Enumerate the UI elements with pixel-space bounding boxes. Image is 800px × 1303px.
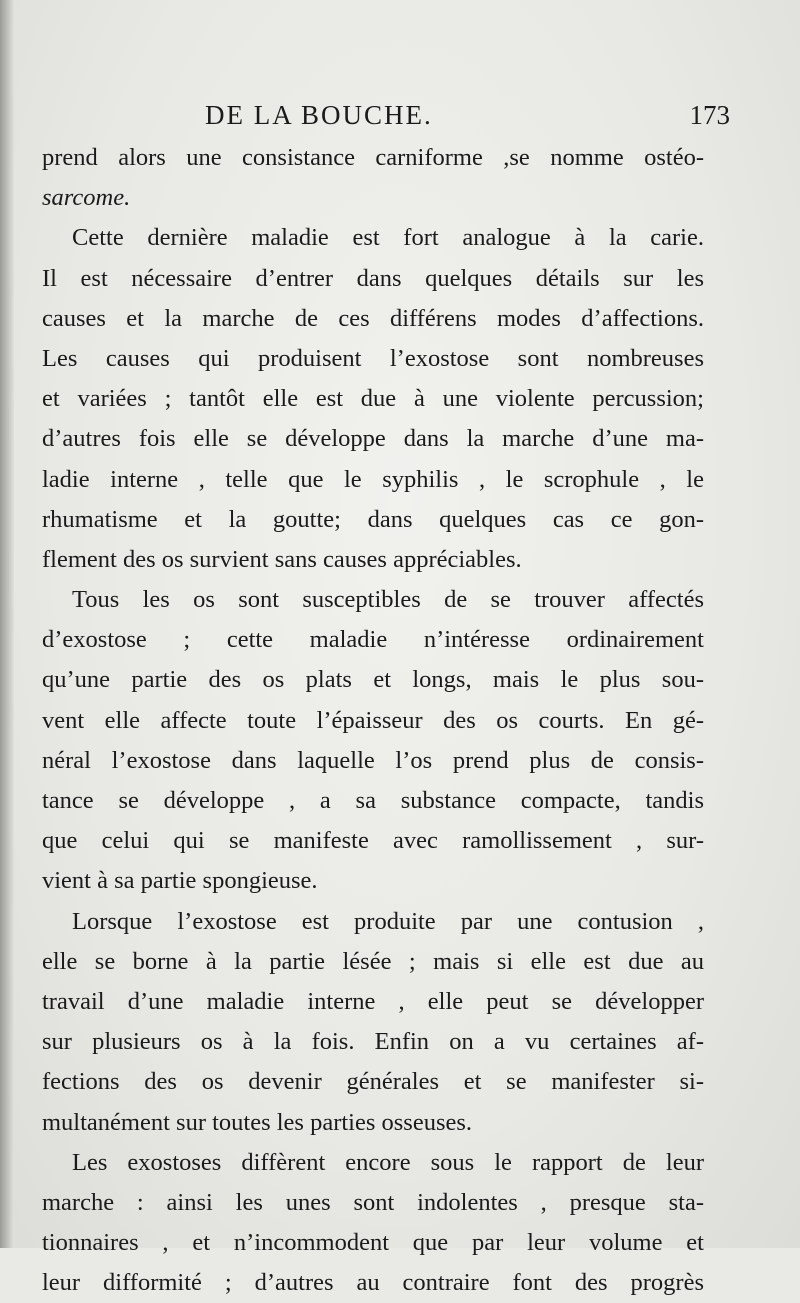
line-text: travail d’une maladie interne , elle peut se développer: [42, 987, 704, 1015]
line-text: sarcome.: [42, 184, 131, 212]
line-text: qu’une partie des os plats et longs, mais le plus sou-: [42, 666, 704, 694]
text-line-19: [42, 861, 704, 901]
line-text: rhumatisme et la goutte; dans quelques cas ce gon-: [42, 505, 704, 533]
text-line-2: [42, 178, 704, 218]
text-line-14: [42, 660, 704, 700]
text-line-6: [42, 339, 704, 379]
line-text: sur plusieurs os à la fois. Enfin on a vu certaines af-: [42, 1028, 704, 1056]
line-text: Lorsque l’exostose est produite par une contusion ,: [72, 907, 704, 935]
running-head-title: DE LA BOUCHE.: [205, 100, 433, 130]
text-line-17: [42, 781, 704, 821]
running-head: [40, 100, 730, 140]
text-line-11: [42, 540, 704, 580]
text-line-20: [42, 902, 704, 942]
line-text: et variées ; tantôt elle est due à une violente percussion;: [42, 385, 704, 413]
line-text: que celui qui se manifeste avec ramollissement , sur-: [42, 827, 704, 855]
line-text: elle se borne à la partie lésée ; mais si elle est due au: [42, 947, 704, 975]
text-line-28: [42, 1223, 704, 1263]
line-text: néral l’exostose dans laquelle l’os prend plus de consis-: [42, 746, 704, 774]
line-text: tionnaires , et n’incommodent que par leur volume et: [42, 1229, 704, 1257]
text-line-24: [42, 1062, 704, 1102]
line-text: d’exostose ; cette maladie n’intéresse ordinairement: [42, 626, 704, 654]
line-text: multanément sur toutes les parties osseuses.: [42, 1108, 473, 1136]
text-line-29: [42, 1263, 704, 1303]
text-line-13: [42, 620, 704, 660]
body-text: [42, 138, 704, 1303]
line-text: ladie interne , telle que le syphilis , le scrophule , le: [42, 465, 704, 493]
line-text: marche : ainsi les unes sont indolentes , presque sta-: [42, 1188, 704, 1216]
line-text: vient à sa partie spongieuse.: [42, 867, 318, 895]
line-text: d’autres fois elle se développe dans la marche d’une ma-: [42, 425, 704, 453]
text-line-25: [42, 1103, 704, 1143]
text-line-15: [42, 701, 704, 741]
text-line-4: [42, 259, 704, 299]
line-text: causes et la marche de ces différens modes d’affections.: [42, 304, 704, 332]
text-line-22: [42, 982, 704, 1022]
text-line-10: [42, 500, 704, 540]
text-line-27: [42, 1183, 704, 1223]
line-text: Les causes qui produisent l’exostose sont nombreuses: [42, 344, 704, 372]
text-line-21: [42, 942, 704, 982]
text-line-16: [42, 741, 704, 781]
line-text: Tous les os sont susceptibles de se trouver affectés: [72, 586, 704, 614]
line-text: fections des os devenir générales et se manifester si-: [42, 1068, 704, 1096]
page-number: 173: [689, 100, 730, 130]
line-text: prend alors une consistance carniforme ,se nomme ostéo-: [42, 144, 704, 171]
text-line-8: [42, 419, 704, 459]
text-line-12: [42, 580, 704, 620]
text-line-5: [42, 299, 704, 339]
text-line-18: [42, 821, 704, 861]
text-line-9: [42, 460, 704, 500]
line-text: flement des os survient sans causes appréciables.: [42, 545, 522, 573]
text-line-26: [42, 1143, 704, 1183]
text-line-1: [42, 138, 704, 178]
text-line-3: [42, 218, 704, 258]
gutter-shadow: [0, 0, 14, 1248]
text-line-7: [42, 379, 704, 419]
line-text: Les exostoses diffèrent encore sous le rapport de leur: [72, 1148, 704, 1176]
line-text: tance se développe , a sa substance compacte, tandis: [42, 787, 704, 814]
line-text: vent elle affecte toute l’épaisseur des os courts. En gé-: [42, 706, 704, 734]
text-line-23: [42, 1022, 704, 1062]
line-text: Cette dernière maladie est fort analogue à la carie.: [72, 224, 704, 252]
line-text: leur difformité ; d’autres au contraire font des progrès: [42, 1269, 704, 1297]
line-text: Il est nécessaire d’entrer dans quelques détails sur les: [42, 264, 704, 292]
